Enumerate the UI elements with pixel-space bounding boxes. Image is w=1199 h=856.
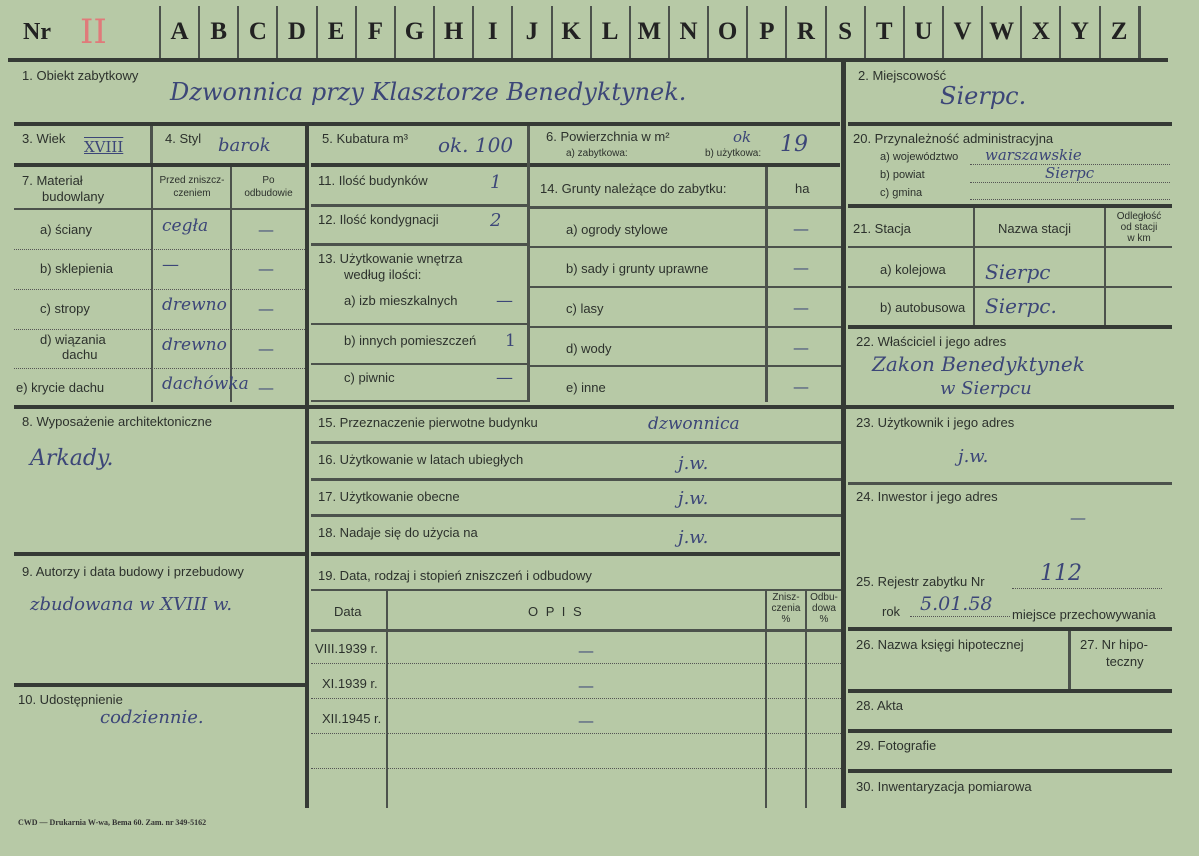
letter-L: L (601, 18, 619, 45)
f14-row-label: c) lasy (566, 301, 604, 316)
f19-row-date: VIII.1939 r. (315, 641, 378, 656)
f27-label-2: teczny (1106, 654, 1144, 669)
f7-row-dots (14, 329, 305, 330)
rule-before-f9 (14, 552, 305, 556)
f13-row-value: 1 (505, 331, 516, 351)
f21-vrule1 (973, 208, 975, 325)
letter-R: R (796, 18, 815, 45)
f7-col-before-2: czeniem (173, 188, 211, 199)
f21-col-dist-3: w km (1127, 233, 1151, 244)
f24-value: — (1070, 508, 1086, 527)
f10-label: 10. Udostępnienie (18, 692, 123, 707)
rule-after-f20 (848, 204, 1172, 208)
letter-divider-end (1139, 6, 1141, 58)
f7-col-after-1: Po (262, 175, 275, 186)
f7-row-dots (14, 249, 305, 250)
letter-A: A (170, 18, 189, 45)
f21-b-value: Sierpc. (985, 294, 1057, 318)
f13-row-label: b) innych pomieszczeń (344, 333, 477, 348)
nr-label: Nr (23, 19, 51, 45)
f21-col-dist-2: od stacji (1120, 222, 1158, 233)
vrule-left-col (305, 122, 309, 808)
f26-label: 26. Nazwa księgi hipotecznej (856, 637, 1024, 652)
f16-value: j.w. (678, 453, 709, 474)
letter-O: O (717, 18, 738, 45)
f19-row-date: XII.1945 r. (322, 711, 382, 726)
f13-row-label: a) izb mieszkalnych (344, 293, 458, 308)
f14-row-label: b) sady i grunty uprawne (566, 261, 709, 276)
f16-rule (311, 478, 841, 481)
letter-X: X (1031, 18, 1050, 45)
f13-label-2: według ilości: (344, 267, 422, 282)
f14-label: 14. Grunty należące do zabytku: (540, 181, 727, 196)
letter-T: T (875, 18, 893, 45)
f20-b-value: Sierpc (1045, 164, 1095, 182)
f13-row-label: c) piwnic (344, 370, 395, 385)
rule-after-row3b (311, 163, 840, 167)
f7-row-label: c) stropy (40, 301, 90, 316)
f21-col-name: Nazwa stacji (998, 221, 1071, 236)
f7-row-label: d) wiązania (40, 332, 106, 347)
rule-before-f26 (848, 627, 1172, 631)
f7-row-after: — (258, 259, 274, 278)
letter-S: S (838, 18, 852, 45)
f19-col-rebuild-1: Odbu- (810, 592, 838, 603)
nr-value: II (80, 12, 107, 52)
f20-c-label: c) gmina (880, 187, 923, 199)
f24-label: 24. Inwestor i jego adres (856, 489, 998, 504)
f6-sub-a: a) zabytkowa: (566, 148, 628, 159)
f25-place-label: miejsce przechowywania (1012, 607, 1156, 622)
letter-B: B (210, 18, 228, 45)
f19-row-date: XI.1939 r. (322, 676, 378, 691)
f19-row-dots (311, 663, 841, 664)
f13-row-rule (311, 363, 527, 365)
rule-before-f19 (311, 552, 840, 556)
letter-J: J (525, 18, 539, 45)
f19-row-desc: — (578, 641, 594, 660)
f7-row-before: cegła (162, 216, 209, 236)
f14-row-value: — (793, 298, 809, 317)
f9-label: 9. Autorzy i data budowy i przebudowy (22, 564, 244, 579)
vrule-f5-f6 (527, 126, 530, 402)
f9-value: zbudowana w XVIII w. (30, 594, 233, 615)
f7-col-after-2: odbudowie (244, 188, 293, 199)
f6-label: 6. Powierzchnia w m² (546, 129, 670, 144)
f19-col-date: Data (334, 604, 362, 619)
f21-a-label: a) kolejowa (880, 262, 946, 277)
f14-hrule (530, 206, 841, 209)
f30-label: 30. Inwentaryzacja pomiarowa (856, 779, 1032, 794)
f1-value: Dzwonnica przy Klasztorze Benedyktynek. (170, 78, 687, 106)
letter-U: U (914, 18, 933, 45)
vrule-f3-f4 (150, 126, 153, 163)
f25-dots (1012, 588, 1162, 589)
f19-head-bottom (311, 629, 841, 632)
rule-before-f29 (848, 729, 1172, 733)
f19-col-destr-3: % (781, 614, 791, 625)
f13-row-value: — (496, 291, 513, 311)
f21-label: 21. Stacja (853, 221, 911, 236)
letter-H: H (443, 18, 464, 45)
f11-label: 11. Ilość budynków (318, 173, 428, 188)
letter-C: C (248, 18, 267, 45)
f13-label-1: 13. Użytkowanie wnętrza (318, 251, 463, 266)
f7-row-after: — (258, 339, 274, 358)
letter-E: E (327, 18, 345, 45)
f14-row-label: e) inne (566, 380, 606, 395)
f22-label: 22. Właściciel i jego adres (856, 334, 1007, 349)
f6-value-a: ok (733, 128, 752, 146)
f23-label: 23. Użytkownik i jego adres (856, 415, 1015, 430)
f14-unit: ha (795, 181, 810, 196)
f7-row-after: — (258, 378, 274, 397)
f19-row-desc: — (578, 676, 594, 695)
f17-label: 17. Użytkowanie obecne (318, 489, 460, 504)
f2-label: 2. Miejscowość (858, 68, 947, 83)
letter-Z: Z (1110, 18, 1128, 45)
f18-label: 18. Nadaje się do użycia na (318, 525, 478, 540)
f19-row-dots (311, 733, 841, 734)
f22-value-1: Zakon Benedyktynek (872, 352, 1085, 376)
letter-K: K (561, 18, 581, 45)
letter-I: I (487, 18, 498, 45)
f20-b-label: b) powiat (880, 169, 925, 181)
f7-row-before: drewno (162, 295, 227, 315)
f15-value: dzwonnica (648, 414, 740, 434)
rule-before-f22 (848, 325, 1172, 329)
letter-D: D (287, 18, 306, 45)
f29-label: 29. Fotografie (856, 738, 937, 753)
f23-rule (848, 482, 1172, 485)
f7-vrule1 (151, 167, 153, 402)
f12-label: 12. Ilość kondygnacji (318, 212, 439, 227)
f7-row-dots (14, 368, 305, 369)
f20-a-label: a) województwo (880, 151, 959, 163)
f20-b-dots (970, 182, 1170, 183)
f4-value: barok (218, 135, 271, 156)
f19-col-rebuild-3: % (819, 614, 829, 625)
f5-value: ok. 100 (438, 133, 514, 157)
f16-label: 16. Użytkowanie w latach ubiegłych (318, 452, 524, 467)
f2-value: Sierpc. (940, 82, 1027, 110)
rule-after-row1-right (848, 122, 1172, 126)
rule-after-row3 (14, 163, 305, 167)
printer-footer: CWD — Drukarnia W-wa, Bema 60. Zam. nr 349-5162 (18, 818, 207, 827)
f26-f27-vrule (1068, 631, 1071, 689)
rule-after-row1 (14, 122, 840, 126)
f6-value-b: 19 (780, 132, 808, 157)
f19-row-dots (311, 698, 841, 699)
f14-row-rule (530, 365, 841, 367)
f21-col-dist-1: Odległość (1116, 211, 1162, 222)
rule-before-f8 (14, 405, 1174, 409)
f22-value-2: w Sierpcu (940, 378, 1032, 399)
letter-N: N (679, 18, 698, 45)
f5-label: 5. Kubatura m³ (322, 131, 408, 146)
f7-row-before: — (162, 255, 179, 275)
f17-rule (311, 514, 841, 517)
f8-value: Arkady. (30, 446, 114, 471)
f20-c-dots (970, 199, 1170, 200)
f13-row-rule (311, 400, 527, 402)
f14-row-label: a) ogrody stylowe (566, 222, 668, 237)
f25-value: 112 (1040, 561, 1082, 586)
f13-row-rule (311, 323, 527, 325)
f19-col-desc: O P I S (528, 604, 584, 619)
f7-row-label: b) sklepienia (40, 261, 113, 276)
f21-hrule (848, 246, 1172, 248)
f20-a-value: warszawskie (985, 146, 1082, 164)
f19-v1 (386, 591, 388, 808)
f19-head-top (311, 589, 841, 591)
f13-row-value: — (496, 368, 513, 388)
f8-label: 8. Wyposażenie architektoniczne (22, 414, 212, 429)
f1-label: 1. Obiekt zabytkowy (22, 68, 139, 83)
f14-row-value: — (793, 377, 809, 396)
f20-label: 20. Przynależność administracyjna (853, 131, 1054, 146)
f14-row-rule (530, 286, 841, 288)
f7-row-before: dachówka (162, 374, 249, 394)
f4-label: 4. Styl (165, 131, 202, 146)
f12-value: 2 (490, 210, 502, 231)
f21-a-value: Sierpc (985, 260, 1051, 284)
letter-M: M (637, 18, 662, 45)
rule-before-f10 (14, 683, 305, 687)
f25-label: 25. Rejestr zabytku Nr (856, 574, 985, 589)
f15-label: 15. Przeznaczenie pierwotne budynku (318, 415, 538, 430)
f23-value: j.w. (958, 446, 989, 467)
f19-row-desc: — (578, 711, 594, 730)
f21-b-label: b) autobusowa (880, 300, 966, 315)
letter-G: G (404, 18, 425, 45)
f7-row-label: dachu (62, 347, 98, 362)
f14-row-value: — (793, 219, 809, 238)
f25-rok-label: rok (882, 604, 901, 619)
f7-row-label: e) krycie dachu (16, 380, 105, 395)
f10-value: codziennie. (100, 707, 204, 728)
f14-row-label: d) wody (566, 341, 612, 356)
f7-row-before: drewno (162, 335, 227, 355)
f19-col-rebuild-2: dowa (812, 603, 836, 614)
header-underline (8, 58, 1168, 62)
f18-value: j.w. (678, 527, 709, 548)
f7-hrule (14, 208, 305, 210)
f14-row-value: — (793, 338, 809, 357)
f21-hrule2 (848, 286, 1172, 288)
f11-value: 1 (490, 172, 502, 193)
letter-Y: Y (1070, 18, 1089, 45)
f28-label: 28. Akta (856, 698, 903, 713)
f12-rule (311, 243, 527, 246)
f15-rule (311, 441, 841, 444)
letter-F: F (367, 18, 383, 45)
f7-label-2: budowlany (42, 189, 105, 204)
f19-row-dots (311, 768, 841, 769)
f7-row-label: a) ściany (40, 222, 93, 237)
letter-V: V (953, 18, 972, 45)
f17-value: j.w. (678, 488, 709, 509)
f25-rok-value: 5.01.58 (920, 593, 993, 615)
f19-col-destr-1: Znisz- (772, 592, 800, 603)
f14-row-rule (530, 326, 841, 328)
f14-row-value: — (793, 258, 809, 277)
vrule-right-col (841, 62, 846, 808)
f27-label-1: 27. Nr hipo- (1080, 637, 1148, 652)
f7-row-after: — (258, 220, 274, 239)
rule-before-f30 (848, 769, 1172, 773)
f25-rok-dots (910, 616, 1010, 617)
f7-label-1: 7. Materiał (22, 173, 83, 188)
f7-col-before-1: Przed zniszcz- (159, 175, 225, 186)
f7-row-after: — (258, 299, 274, 318)
letter-P: P (759, 18, 775, 45)
f11-rule (311, 204, 527, 207)
f6-sub-b: b) użytkowa: (705, 148, 762, 159)
letter-W: W (989, 18, 1015, 45)
f19-col-destr-2: czenia (771, 603, 801, 614)
f19-label: 19. Data, rodzaj i stopień zniszczeń i odbudowy (318, 568, 592, 583)
f3-value: XVIII (84, 138, 124, 156)
rule-before-f28 (848, 689, 1172, 693)
f14-row-rule (530, 246, 841, 248)
f3-label: 3. Wiek (22, 131, 66, 146)
f7-vrule2 (230, 167, 232, 402)
f7-row-dots (14, 289, 305, 290)
